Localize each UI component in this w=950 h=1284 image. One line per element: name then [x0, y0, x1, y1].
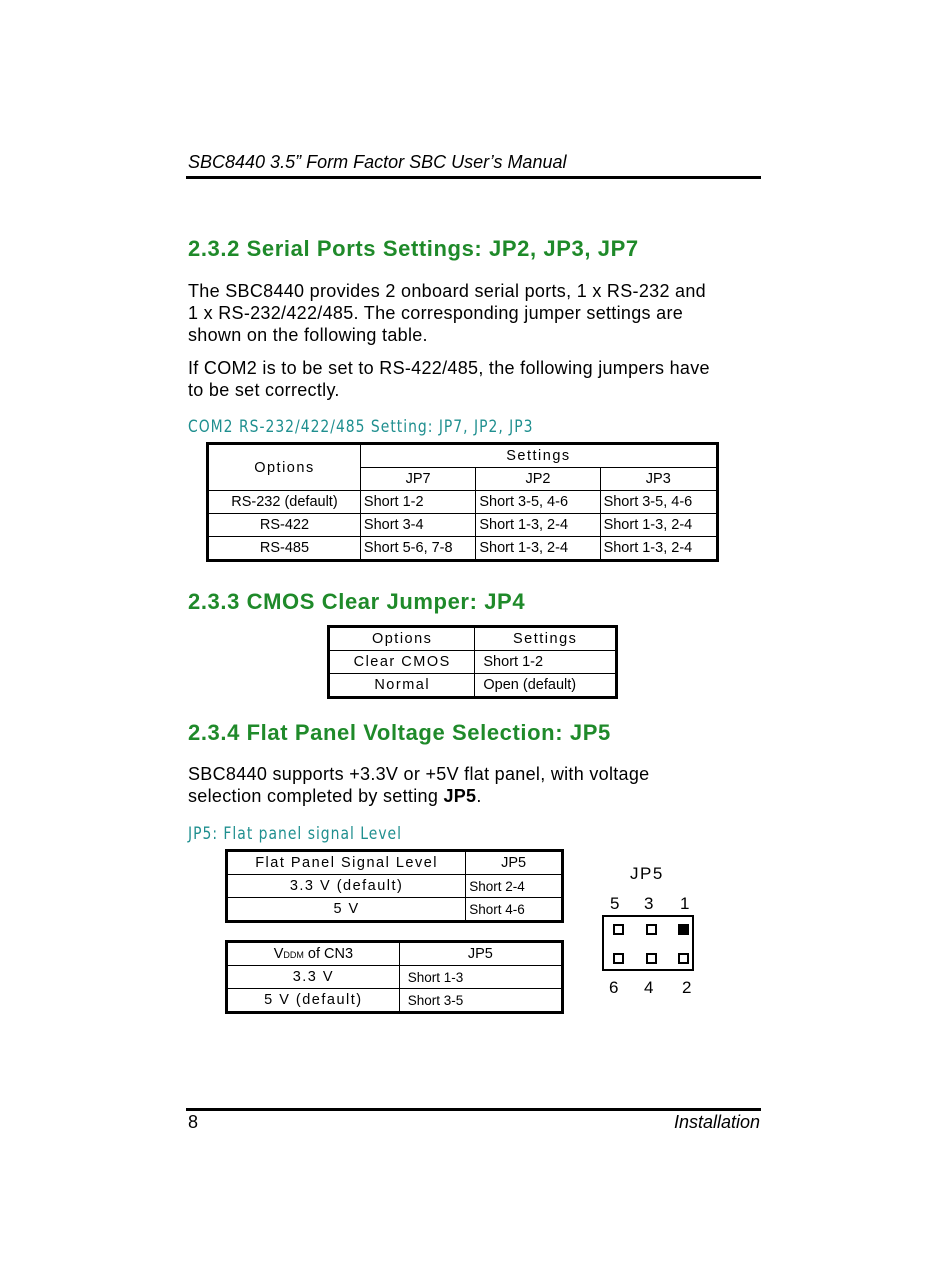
table-header: Options	[329, 627, 475, 651]
text-span: .	[476, 786, 482, 806]
table-header	[227, 942, 400, 966]
footer-section-name: Installation	[673, 1112, 760, 1132]
com2-table-caption: COM2 RS-232/422/485 Setting: JP7, JP2, JP3	[188, 417, 534, 437]
pin-number: 1	[680, 894, 690, 913]
table-cell: Short 1-2	[475, 651, 617, 674]
table-header: Options	[208, 444, 361, 491]
table-cell: Open (default)	[475, 674, 617, 698]
pin-5	[613, 924, 624, 935]
text-line	[188, 785, 768, 807]
table-row	[208, 537, 718, 561]
table-header: JP2	[476, 468, 600, 491]
table-cell: 5 V	[227, 898, 466, 922]
text-span: selection completed by setting	[188, 786, 444, 806]
pin-number: 6	[609, 978, 619, 997]
table-row	[208, 514, 718, 537]
table-header: Settings	[360, 444, 717, 468]
table-cell: Short 1-3, 2-4	[600, 514, 717, 537]
section-heading-cmos-clear: 2.3.3 CMOS Clear Jumper: JP4	[188, 589, 526, 614]
header-divider	[186, 176, 761, 179]
text-line: 1 x RS-232/422/485. The corresponding jumper settings are	[188, 303, 684, 323]
table-cell: Short 2-4	[466, 875, 563, 898]
com2-note	[188, 357, 768, 401]
pin-number: 2	[682, 978, 692, 997]
table-cell: Short 3-5	[399, 989, 562, 1013]
jp5-table-caption: JP5: Flat panel signal Level	[188, 824, 402, 844]
table-row	[208, 444, 718, 468]
pin-number: 5	[610, 894, 620, 913]
section-heading-flat-panel: 2.3.4 Flat Panel Voltage Selection: JP5	[188, 720, 611, 745]
com2-settings-table	[206, 442, 719, 562]
jp5-diagram-label: JP5	[630, 864, 664, 883]
jp5-jumper-diagram	[598, 862, 708, 1002]
table-cell: Short 1-3, 2-4	[600, 537, 717, 561]
serial-ports-intro	[188, 280, 768, 346]
table-cell: Short 4-6	[466, 898, 563, 922]
manual-title: SBC8440 3.5” Form Factor SBC User’s Manual	[188, 152, 567, 172]
text-span-bold: JP5	[443, 786, 477, 806]
flat-panel-signal-table	[225, 849, 564, 923]
footer-divider	[186, 1108, 761, 1111]
table-row	[227, 875, 563, 898]
table-header: JP7	[360, 468, 475, 491]
table-cell: Short 1-3, 2-4	[476, 537, 600, 561]
table-header: Settings	[475, 627, 617, 651]
table-cell: 5 V (default)	[227, 989, 400, 1013]
pin-1-square	[678, 924, 689, 935]
text-line: shown on the following table.	[188, 325, 428, 345]
table-cell: RS-485	[208, 537, 361, 561]
table-cell: Short 3-4	[360, 514, 475, 537]
pin-3	[646, 924, 657, 935]
text-line: SBC8440 supports +3.3V or +5V flat panel, with voltage	[188, 764, 650, 784]
table-cell: Short 5-6, 7-8	[360, 537, 475, 561]
pin-6	[613, 953, 624, 964]
table-row	[227, 966, 563, 989]
table-header: Flat Panel Signal Level	[227, 851, 466, 875]
table-row	[227, 942, 563, 966]
table-row	[329, 674, 617, 698]
text-line: If COM2 is to be set to RS-422/485, the following jumpers have	[188, 358, 710, 378]
table-cell: Normal	[329, 674, 475, 698]
table-cell: RS-232 (default)	[208, 491, 361, 514]
table-cell: Short 3-5, 4-6	[600, 491, 717, 514]
pin-4	[646, 953, 657, 964]
table-cell: Short 1-2	[360, 491, 475, 514]
vddm-v: V	[273, 946, 284, 962]
vddm-subscript: DDM	[283, 950, 304, 960]
table-cell: Short 3-5, 4-6	[476, 491, 600, 514]
table-cell: 3.3 V	[227, 966, 400, 989]
jumper-header-outline	[602, 915, 694, 971]
page-number: 8	[188, 1112, 199, 1132]
flat-panel-intro	[188, 763, 768, 807]
text-line: to be set correctly.	[188, 380, 340, 400]
vddm-rest: of CN3	[303, 946, 354, 962]
table-cell: RS-422	[208, 514, 361, 537]
pin-2	[678, 953, 689, 964]
table-row	[227, 989, 563, 1013]
table-cell: 3.3 V (default)	[227, 875, 466, 898]
text-line: The SBC8440 provides 2 onboard serial ports, 1 x RS-232 and	[188, 281, 706, 301]
table-row	[227, 851, 563, 875]
table-row	[329, 651, 617, 674]
table-cell: Clear CMOS	[329, 651, 475, 674]
cmos-clear-table	[327, 625, 618, 699]
table-header: JP5	[466, 851, 563, 875]
pin-number: 3	[644, 894, 654, 913]
pin-number: 4	[644, 978, 654, 997]
vddm-cn3-table	[225, 940, 564, 1014]
table-cell: Short 1-3	[399, 966, 562, 989]
table-row	[329, 627, 617, 651]
table-header: JP3	[600, 468, 717, 491]
table-row	[208, 491, 718, 514]
table-row	[227, 898, 563, 922]
section-heading-serial-ports: 2.3.2 Serial Ports Settings: JP2, JP3, JP7	[188, 236, 639, 261]
table-cell: Short 1-3, 2-4	[476, 514, 600, 537]
table-header: JP5	[399, 942, 562, 966]
